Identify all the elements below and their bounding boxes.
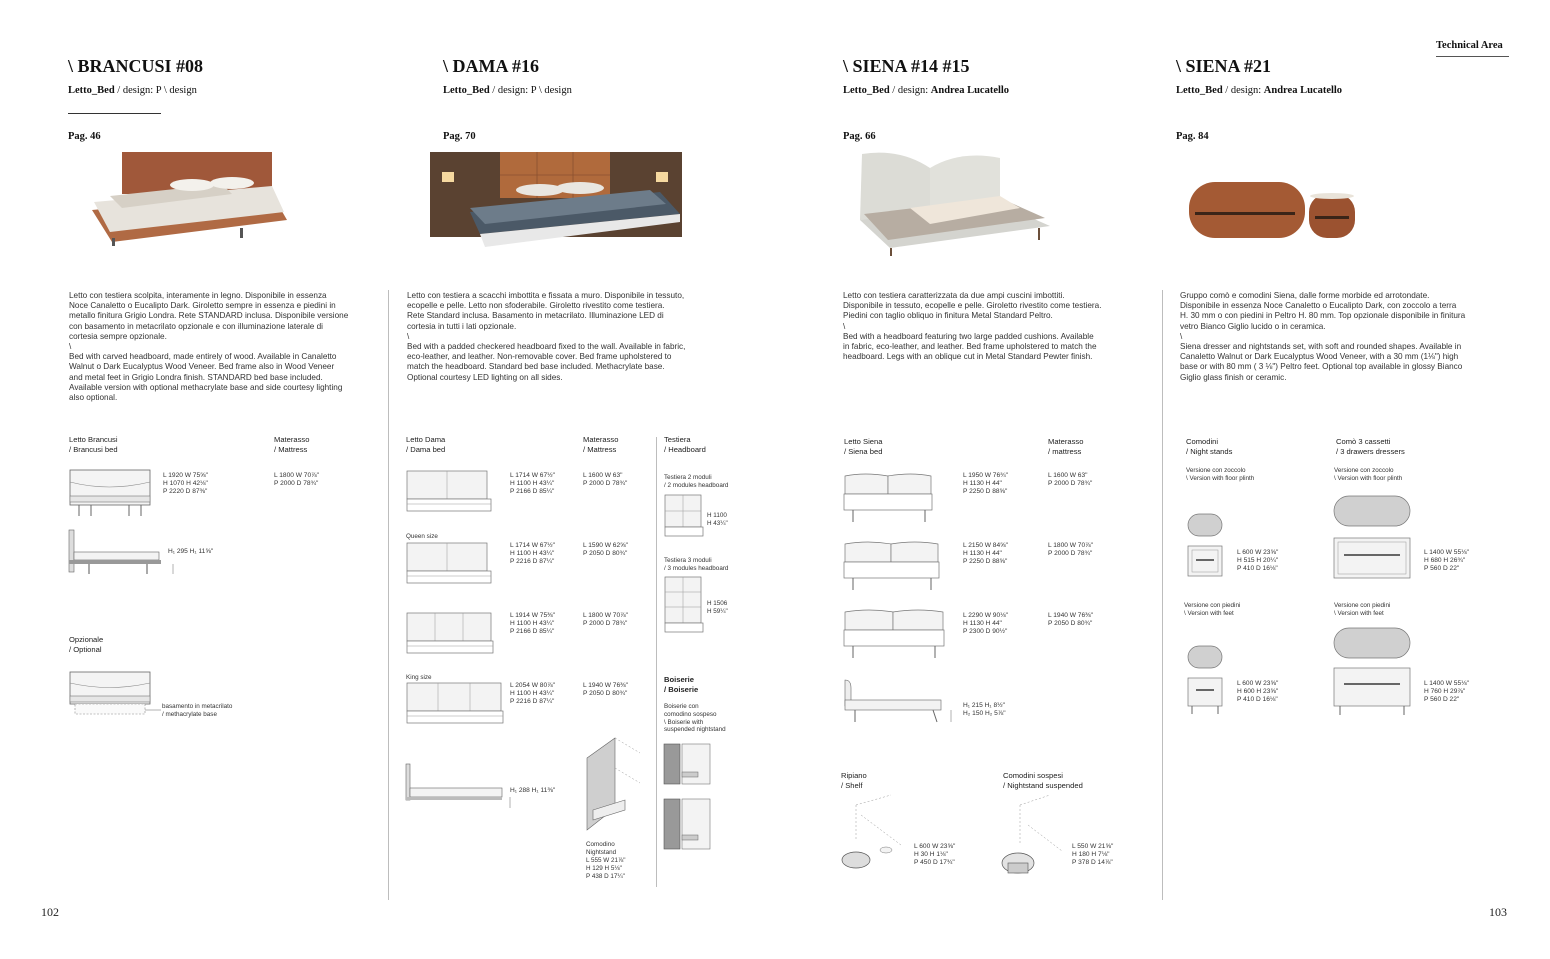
siena21-page-ref: Pag. 84 (1176, 131, 1209, 142)
dama-row1-dims: L 1714 W 67½" H 1100 H 43¼" P 2166 D 85¼" (510, 472, 555, 496)
dama-row2-dims: L 1714 W 67½" H 1100 H 43¼" P 2216 D 87¼" (510, 542, 555, 566)
dama-bed-drawing-1 (406, 470, 496, 518)
dama-row4-dims: L 2054 W 80⅞" H 1100 H 43¼" P 2216 D 87¼" (510, 682, 555, 706)
siena21-dresser-feet-label: Versione con piedini \ Version with feet (1334, 602, 1391, 617)
siena-bed-side-drawing (843, 680, 963, 730)
dama-bed-photo (430, 152, 682, 252)
dama-bed-drawing-4 (406, 682, 506, 730)
brancusi-mattress-dims: L 1800 W 70⅞" P 2000 D 78¾" (274, 472, 319, 488)
dama-bed-label: Letto Dama / Dama bed (406, 435, 446, 454)
brancusi-page-ref: Pag. 46 (68, 131, 101, 142)
siena-row3-mattress: L 1940 W 76⅜" P 2050 D 80¾" (1048, 612, 1093, 628)
brancusi-sub-designer: P \ design (155, 85, 197, 96)
siena-page-ref: Pag. 66 (843, 131, 876, 142)
brancusi-title: \ BRANCUSI #08 (68, 56, 204, 76)
dama-description: Letto con testiera a scacchi imbottita e fissata a muro. Disponibile in tessuto, ecopelle e pelle. Letto non sfoderabile. Giroletto rivestito come testiera. Rete Standard inclusa. Basamento in metacrilato. Illuminazione LED di cortesia in tutti i lati opzionale. \ Bed with a padded checkered headboard fixed to the wall. Available in fabric, eco-leather, and leather. Non-removable cover. Bed frame upholstered to match the headboard. Standard bed base included. Methacrylate base. Optional courtesy LED lighting on all sides. (407, 291, 686, 382)
siena21-description: Gruppo comò e comodini Siena, dalle forme morbide ed arrotondate. Disponibile in essenza Noce Canaletto o Eucalipto Dark, con zoccolo a terra H. 30 mm o con piedini in Peltro H. 80 mm. Top opzionale disponibile in finitura vetro Bianco Giglio lucido o in ceramica. \ Siena dresser and nightstands set, with soft and rounded shapes. Available in Canaletto Walnut or Dark Eucalyptus Wood Veneer, with a 30 mm (1⅛") high base or with 80 mm ( 3 ⅛") Peltro feet. Optional top available in glossy Bianco Giglio glass finish or ceramic. (1180, 291, 1466, 382)
dama-bed-side-drawing (406, 764, 516, 812)
dama-page-ref: Pag. 70 (443, 131, 476, 142)
brancusi-bed-front-drawing (69, 468, 159, 518)
siena-row1-dims: L 1950 W 76¾" H 1130 H 44" P 2250 D 88⅝" (963, 472, 1008, 496)
dama-hb3-drawing (664, 576, 704, 638)
brancusi-description: Letto con testiera scolpita, interamente in legno. Disponibile in essenza Noce Canaletto o Eucalipto Dark. Giroletto sempre in essenza e piedini in metallo finitura Grigio Londra. Rete STANDARD inclusa. Disponibile versione con basamento in metacrilato opzionale e con illuminazione laterale di cortesia sempre opzionale. \ Bed with carved headboard, made entirely of wood. Available in Canaletto Walnut o Dark Eucalyptus Wood Veneer. Bed frame also in Wood Veneer and metal feet in Grigio Londra finish. STANDARD bed base included. Available version with optional methacrylate base and side courtesy lighting also optional. (69, 291, 349, 403)
dama-mattress-label: Materasso / Mattress (583, 435, 619, 454)
siena-bed-photo (850, 148, 1060, 260)
siena-nightstand-label: Comodini sospesi / Nightstand suspended (1003, 771, 1083, 790)
siena21-sub-prefix: Letto_Bed (1176, 85, 1223, 96)
dama-sub-design: / design: (489, 85, 531, 96)
siena21-dresser-feet-dims: L 1400 W 55⅛" H 760 H 29⅞" P 560 D 22" (1424, 680, 1469, 704)
siena-row1-mattress: L 1600 W 63" P 2000 D 78¾" (1048, 472, 1093, 488)
siena-shelf-label: Ripiano / Shelf (841, 771, 867, 790)
brancusi-mattress-label: Materasso / Mattress (274, 435, 310, 454)
siena-sub-prefix: Letto_Bed (843, 85, 890, 96)
siena-bed-label: Letto Siena / Siena bed (844, 437, 883, 456)
siena21-dresser-plinth-label: Versione con zoccolo \ Version with floor plinth (1334, 467, 1403, 482)
dama-row1-mattress: L 1600 W 63" P 2000 D 78¾" (583, 472, 628, 488)
siena21-nightstands-label: Comodini / Night stands (1186, 437, 1233, 456)
siena-shelf-dims: L 600 W 23⅝" H 30 H 1⅛" P 450 D 17¾" (914, 843, 956, 867)
dama-sub-designer: P \ design (530, 85, 572, 96)
siena-bed-drawing-2 (843, 540, 943, 592)
siena21-ns-plinth-label: Versione con zoccolo \ Version with floor plinth (1186, 467, 1255, 482)
dama-title: \ DAMA #16 (443, 56, 539, 76)
siena21-sub-designer: Andrea Lucatello (1263, 85, 1343, 96)
brancusi-side-dims: H₁ 295 H₁ 11⅝" (168, 548, 214, 555)
technical-area-underline (1436, 56, 1509, 57)
dama-hb2-label: Testiera 2 moduli / 2 modules headboard (664, 474, 729, 489)
siena21-dresser-photo (1185, 178, 1365, 243)
siena21-ns-plinth-dims: L 600 W 23⅝" H 515 H 20¼" P 410 D 16⅛" (1237, 549, 1279, 573)
siena21-dresser-plinth-dims: L 1400 W 55⅛" H 680 H 26¾" P 560 D 22" (1424, 549, 1469, 573)
siena21-dresser-plinth-drawing (1332, 494, 1414, 582)
dama-boiserie-drawing-1 (664, 742, 714, 790)
dama-queen-label: Queen size (406, 533, 438, 540)
siena-nightstand-drawing (1000, 795, 1070, 880)
siena-bed-drawing-1 (843, 472, 938, 524)
brancusi-bed-photo (82, 150, 292, 245)
siena21-ns-plinth-drawing (1186, 512, 1226, 582)
siena-nightstand-dims: L 550 W 21⅝" H 180 H 7⅛" P 378 D 14⅞" (1072, 843, 1114, 867)
page-number-left: 102 (41, 905, 59, 919)
siena21-title: \ SIENA #21 (1176, 56, 1272, 76)
brancusi-title-rule (68, 113, 161, 114)
siena21-dresser-feet-drawing (1332, 626, 1414, 718)
brancusi-sub-design: / design: (114, 85, 156, 96)
dama-nightstand-label: Comodino Nightstand (586, 841, 617, 856)
dama-bed-drawing-2 (406, 542, 496, 590)
siena-subtitle (843, 85, 1009, 96)
dama-row3-dims: L 1914 W 75⅜" H 1100 H 43¼" P 2166 D 85¼" (510, 612, 555, 636)
dama-subtitle (443, 85, 572, 96)
dama-hb3-dims: H 1506 H 59¼" (707, 600, 728, 615)
siena-row2-dims: L 2150 W 84⅝" H 1130 H 44" P 2250 D 88⅝" (963, 542, 1008, 566)
dama-headboard-label: Testiera / Headboard (664, 435, 706, 454)
dama-sub-prefix: Letto_Bed (443, 85, 490, 96)
siena21-ns-feet-label: Versione con piedini \ Version with feet (1184, 602, 1241, 617)
dama-hb2-dims: H 1100 H 43¼" (707, 512, 728, 527)
column-divider-1 (388, 290, 389, 900)
dama-row2-mattress: L 1590 W 62⅝" P 2050 D 80¾" (583, 542, 628, 558)
dama-row4-mattress: L 1940 W 76⅜" P 2050 D 80¾" (583, 682, 628, 698)
column-divider-2 (1162, 290, 1163, 900)
dama-boiserie-note: Boiserie con comodino sospeso \ Boiserie with suspended nightstand (664, 703, 726, 734)
dama-row3-mattress: L 1800 W 70⅞" P 2000 D 78¾" (583, 612, 628, 628)
dama-sub-divider (656, 437, 657, 887)
brancusi-bed-dims: L 1920 W 75⅝" H 1070 H 42⅛" P 2220 D 87⅜" (163, 472, 208, 496)
siena21-ns-feet-dims: L 600 W 23⅝" H 600 H 23⅝" P 410 D 16⅛" (1237, 680, 1279, 704)
siena21-ns-feet-drawing (1186, 644, 1226, 716)
dama-nightstand-drawing (585, 738, 645, 838)
dama-nightstand-dims: L 555 W 21⅞" H 129 H 5⅛" P 438 D 17¼" (586, 857, 626, 880)
siena-sub-design: / design: (889, 85, 931, 96)
dama-hb3-label: Testiera 3 moduli / 3 modules headboard (664, 557, 729, 572)
siena-mattress-label: Materasso / mattress (1048, 437, 1084, 456)
brancusi-bed-label: Letto Brancusi / Brancusi bed (69, 435, 118, 454)
dama-hb2-drawing (664, 494, 704, 542)
dama-boiserie-label: Boiserie / Boiserie (664, 675, 699, 694)
siena21-sub-design: / design: (1222, 85, 1264, 96)
brancusi-optional-note: basamento in metacrilato / methacrylate base (162, 703, 233, 718)
dama-king-label: King size (406, 674, 432, 681)
siena21-subtitle (1176, 85, 1342, 96)
dama-bed-drawing-3 (406, 612, 496, 660)
brancusi-optional-drawing (69, 670, 159, 718)
dama-boiserie-drawing-2 (664, 797, 714, 855)
page-number-right: 103 (1489, 905, 1507, 919)
siena-side-dims: H₁ 215 H₁ 8½" H₂ 150 H₂ 5⅞" (963, 702, 1006, 718)
technical-area-label: Technical Area (1436, 40, 1503, 51)
brancusi-subtitle (68, 85, 197, 96)
siena-row2-mattress: L 1800 W 70⅞" P 2000 D 78¾" (1048, 542, 1093, 558)
siena-bed-drawing-3 (843, 608, 947, 660)
siena-sub-designer: Andrea Lucatello (930, 85, 1010, 96)
siena21-dressers-label: Comò 3 cassetti / 3 drawers dressers (1336, 437, 1405, 456)
siena-description: Letto con testiera caratterizzata da due ampi cuscini imbottiti. Disponibile in tessuto, ecopelle e pelle. Giroletto rivestito come testiera. Piedini con taglio obliquo in finitura Metal Standard Peltro. \ Bed with a headboard featuring two large padded cushions. Available in fabric, eco-leather, and leather. Bed frame upholstered to match the headboard. Legs with an oblique cut in Metal Standard Pewter finish. (843, 291, 1102, 362)
brancusi-sub-prefix: Letto_Bed (68, 85, 115, 96)
siena-shelf-drawing (841, 795, 911, 875)
siena-title: \ SIENA #14 #15 (843, 56, 970, 76)
dama-side-dims: H₁ 288 H₁ 11⅜" (510, 787, 556, 794)
siena-row3-dims: L 2290 W 90⅛" H 1130 H 44" P 2300 D 90½" (963, 612, 1008, 636)
brancusi-optional-label: Opzionale / Optional (69, 635, 104, 654)
